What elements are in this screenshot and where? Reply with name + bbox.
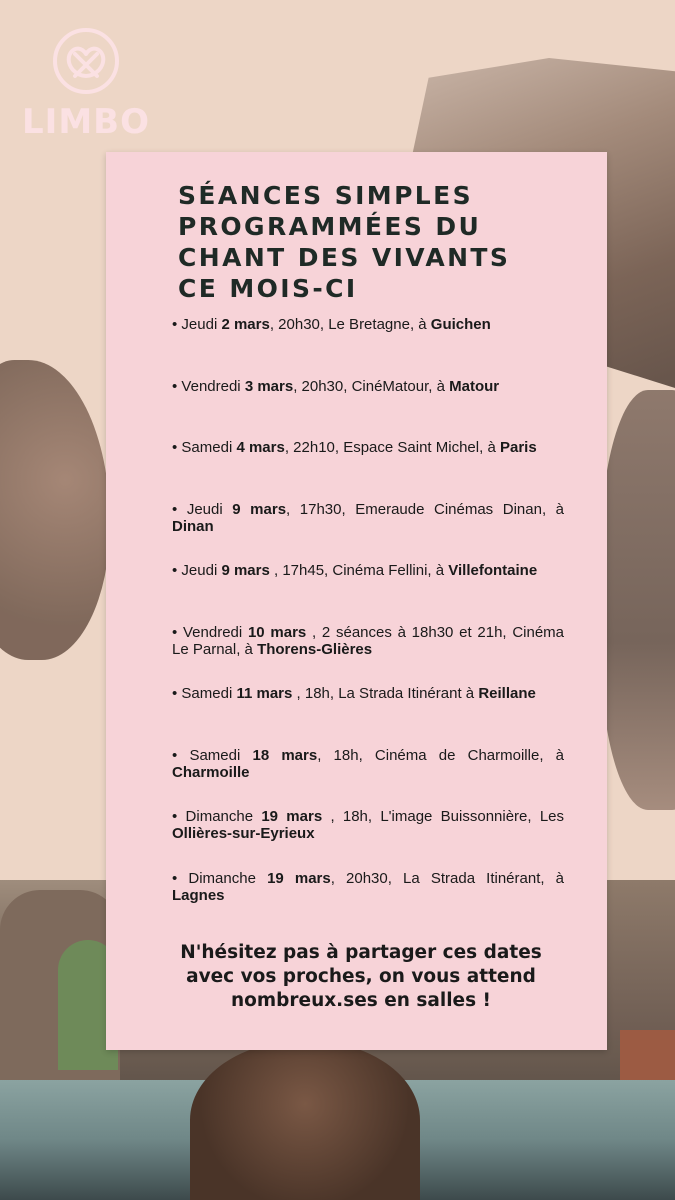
session-date: 19 mars xyxy=(261,808,323,825)
background-photo-head xyxy=(0,360,110,660)
session-city: Ollières-sur-Eyrieux xyxy=(172,825,315,842)
background-photo-figure xyxy=(600,390,675,810)
brand-logo xyxy=(22,26,150,142)
session-details: , 17h45, Cinéma Fellini, à xyxy=(269,562,449,579)
session-date: 9 mars xyxy=(221,562,270,579)
bullet: • xyxy=(172,685,182,702)
list-item xyxy=(172,439,564,501)
bullet: • xyxy=(172,500,187,518)
session-day: Samedi xyxy=(181,685,233,702)
session-city: Lagnes xyxy=(172,886,225,904)
list-item xyxy=(172,808,564,870)
session-city: Matour xyxy=(449,377,500,395)
session-city: Paris xyxy=(499,439,537,456)
list-item xyxy=(172,316,564,378)
list-item xyxy=(172,624,564,686)
bullet: • xyxy=(172,869,189,887)
bullet: • xyxy=(172,377,182,395)
list-item xyxy=(172,378,564,440)
footer-line: N'hésitez pas à partager ces dates xyxy=(180,942,542,963)
bullet: • xyxy=(172,808,186,825)
bullet: • xyxy=(172,623,183,641)
session-date: 2 mars xyxy=(221,316,270,333)
bullet: • xyxy=(172,746,190,764)
session-city: Dinan xyxy=(172,517,214,535)
background-photo-rock xyxy=(600,880,675,1040)
session-date: 11 mars xyxy=(236,685,293,702)
card-footer-message xyxy=(146,941,576,1013)
session-city: Charmoille xyxy=(172,763,250,781)
list-item xyxy=(172,501,564,563)
session-day: Jeudi xyxy=(181,316,218,333)
session-details: , 18h, L'image Buissonnière, Les xyxy=(322,808,564,825)
session-day: Vendredi xyxy=(181,377,241,395)
session-date: 19 mars xyxy=(267,869,331,887)
session-details: , 20h30, La Strada Itinérant, à xyxy=(330,869,564,887)
background-photo-face xyxy=(190,1040,420,1200)
session-date: 4 mars xyxy=(236,439,285,456)
footer-line: nombreux.ses en salles ! xyxy=(231,990,491,1011)
session-details: , 18h, Cinéma de Charmoille, à xyxy=(317,746,564,764)
session-day: Jeudi xyxy=(181,562,218,579)
bullet: • xyxy=(172,562,182,579)
list-item xyxy=(172,562,564,624)
session-day: Samedi xyxy=(181,439,233,456)
session-city: Reillane xyxy=(478,685,536,702)
session-details: , 20h30, Le Bretagne, à xyxy=(269,316,431,333)
session-day: Samedi xyxy=(189,746,241,764)
session-list xyxy=(172,316,564,931)
session-date: 10 mars xyxy=(247,623,307,641)
session-day: Dimanche xyxy=(185,808,254,825)
footer-line: avec vos proches, on vous attend xyxy=(186,966,536,987)
list-item xyxy=(172,685,564,747)
bullet: • xyxy=(172,439,182,456)
session-details: , 2 séances à 18h30 et 21h, Cinéma Le Parnal, à xyxy=(172,623,564,658)
session-details: , 22h10, Espace Saint Michel, à xyxy=(284,439,500,456)
card-title-line: PROGRAMMÉES DU xyxy=(178,212,482,241)
session-details: , 17h30, Emeraude Cinémas Dinan, à xyxy=(286,500,564,518)
session-day: Jeudi xyxy=(186,500,223,518)
list-item xyxy=(172,747,564,809)
card-title xyxy=(178,180,588,304)
session-date: 9 mars xyxy=(232,500,287,518)
session-city: Thorens-Glières xyxy=(257,640,373,658)
card-title-line: CHANT DES VIVANTS xyxy=(178,243,511,272)
schedule-card xyxy=(106,152,607,1050)
session-details: , 18h, La Strada Itinérant à xyxy=(292,685,479,702)
brand-name: LIMBO xyxy=(22,102,150,142)
session-city: Villefontaine xyxy=(448,562,538,579)
list-item xyxy=(172,870,564,932)
session-day: Dimanche xyxy=(188,869,256,887)
session-date: 3 mars xyxy=(244,377,294,395)
session-date: 18 mars xyxy=(252,746,318,764)
session-day: Vendredi xyxy=(183,623,243,641)
session-city: Guichen xyxy=(430,316,491,333)
card-title-line: CE MOIS-CI xyxy=(178,274,358,303)
bullet: • xyxy=(172,316,182,333)
background-photo-bridge-arch xyxy=(0,890,120,1080)
pretzel-knot-icon xyxy=(51,26,121,96)
session-details: , 20h30, CinéMatour, à xyxy=(293,377,450,395)
card-title-line: SÉANCES SIMPLES xyxy=(178,181,474,210)
